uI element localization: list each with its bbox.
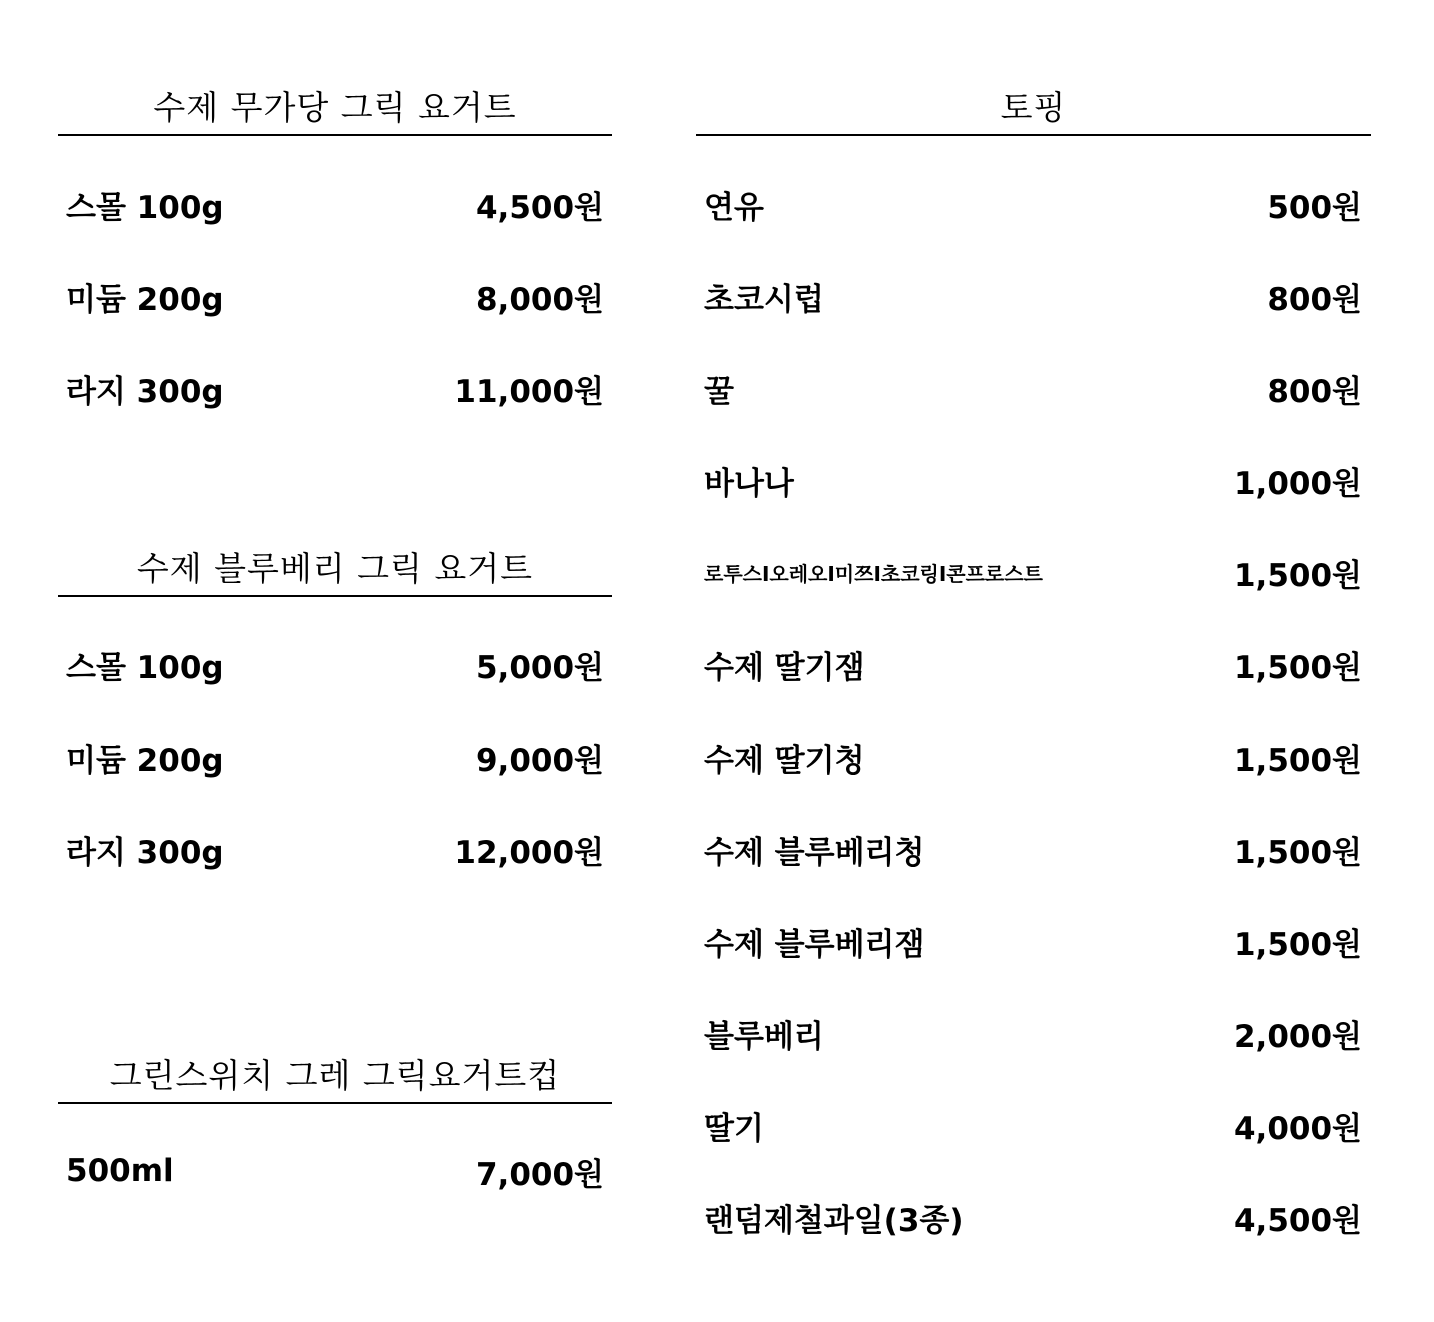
menu-item — [66, 184, 604, 224]
topping-item — [704, 184, 1362, 224]
item-name: 수제 딸기청 — [704, 742, 865, 779]
topping-item — [704, 921, 1362, 961]
item-price: 4,000원 — [1233, 1110, 1362, 1147]
item-name: 랜덤제철과일(3종) — [704, 1202, 964, 1239]
plain-yogurt-title: 수제 무가당 그릭 요거트 — [58, 88, 612, 136]
item-price: 800원 — [1267, 373, 1362, 410]
item-name: 스몰 100g — [66, 189, 224, 226]
item-name: 라지 300g — [66, 834, 224, 871]
item-price: 2,000원 — [1233, 1018, 1362, 1055]
menu-item — [66, 276, 604, 316]
item-name: 500ml — [66, 1153, 174, 1189]
item-name: 미듐 200g — [66, 742, 224, 779]
topping-item — [704, 1013, 1362, 1053]
item-name: 로투스I오레오I미쯔I초코링I콘프로스트 — [704, 561, 1043, 586]
topping-item — [704, 737, 1362, 777]
toppings-title: 토핑 — [696, 88, 1371, 136]
topping-item — [704, 1197, 1362, 1237]
item-name: 스몰 100g — [66, 649, 224, 686]
item-price: 7,000원 — [475, 1156, 604, 1193]
topping-item — [704, 552, 1362, 592]
item-name: 연유 — [704, 189, 764, 226]
item-price: 4,500원 — [475, 189, 604, 226]
item-price: 1,500원 — [1233, 834, 1362, 871]
item-name: 수제 블루베리잼 — [704, 926, 925, 963]
item-price: 11,000원 — [454, 373, 604, 410]
item-name: 딸기 — [704, 1110, 764, 1147]
blueberry-yogurt-title: 수제 블루베리 그릭 요거트 — [58, 549, 612, 597]
item-price: 1,000원 — [1233, 465, 1362, 502]
item-price: 800원 — [1267, 281, 1362, 318]
item-price: 1,500원 — [1233, 742, 1362, 779]
topping-item — [704, 1105, 1362, 1145]
item-name: 라지 300g — [66, 373, 224, 410]
item-name: 블루베리 — [704, 1018, 824, 1055]
yogurt-cup-title: 그린스위치 그레 그릭요거트컵 — [58, 1056, 612, 1104]
item-price: 1,500원 — [1233, 557, 1362, 594]
topping-item — [704, 829, 1362, 869]
item-name: 초코시럽 — [704, 281, 824, 318]
menu-item — [66, 368, 604, 408]
item-price: 4,500원 — [1233, 1202, 1362, 1239]
item-price: 5,000원 — [475, 649, 604, 686]
item-price: 9,000원 — [475, 742, 604, 779]
menu-item — [66, 829, 604, 869]
item-name: 꿀 — [704, 373, 734, 410]
menu-item — [66, 644, 604, 684]
topping-item — [704, 460, 1362, 500]
item-name: 바나나 — [704, 465, 794, 502]
item-price: 8,000원 — [475, 281, 604, 318]
item-name: 수제 블루베리청 — [704, 834, 925, 871]
item-name: 수제 딸기잼 — [704, 649, 865, 686]
item-price: 500원 — [1267, 189, 1362, 226]
menu-item — [66, 1151, 604, 1191]
menu-item — [66, 737, 604, 777]
topping-item — [704, 276, 1362, 316]
item-price: 1,500원 — [1233, 649, 1362, 686]
item-price: 1,500원 — [1233, 926, 1362, 963]
item-price: 12,000원 — [454, 834, 604, 871]
topping-item — [704, 644, 1362, 684]
topping-item — [704, 368, 1362, 408]
item-name: 미듐 200g — [66, 281, 224, 318]
